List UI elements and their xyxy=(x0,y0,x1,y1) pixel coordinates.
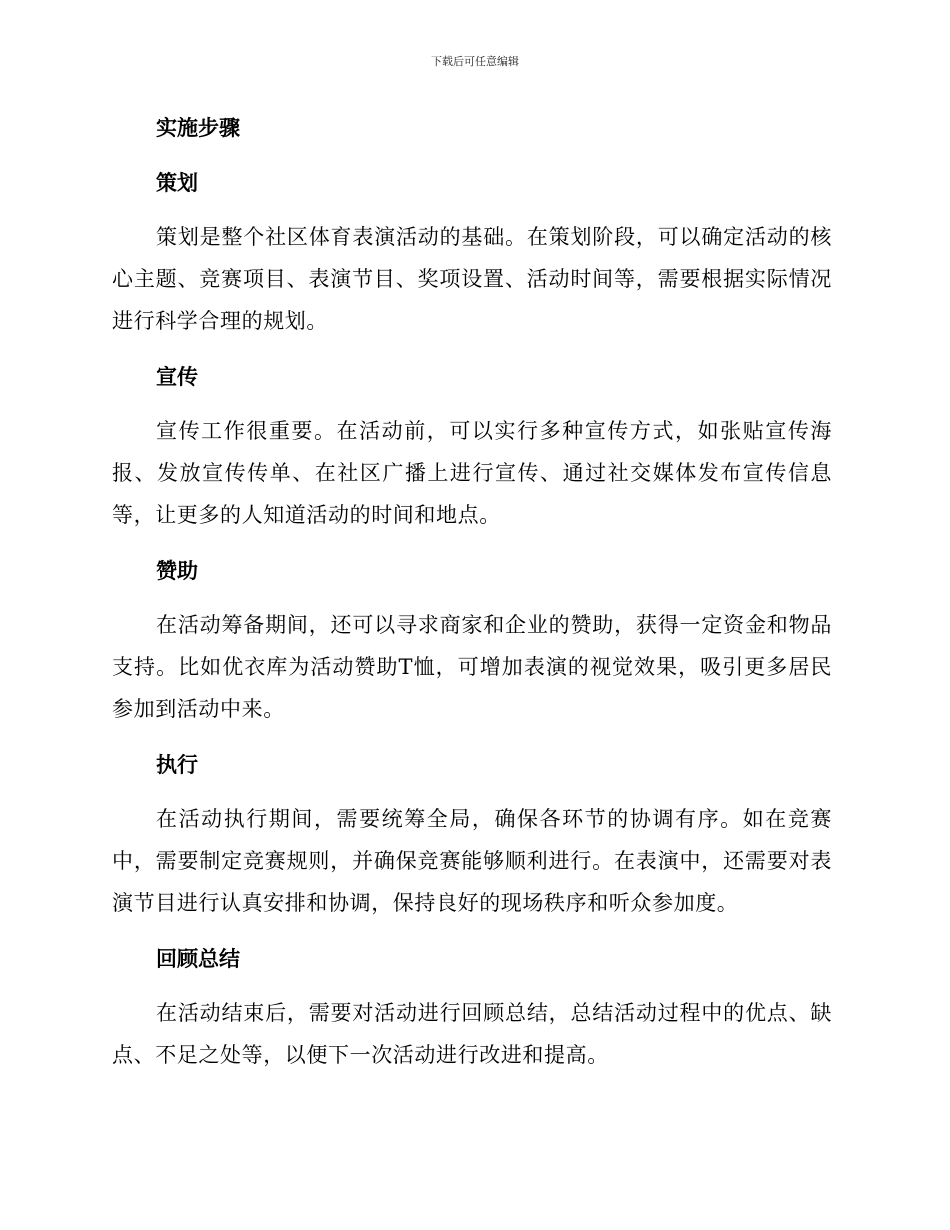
section-text-execution: 在活动执行期间，需要统筹全局，确保各环节的协调有序。如在竞赛中，需要制定竞赛规则，并确保竞赛能够顺利进行。在表演中，还需要对表演节目进行认真安排和协调，保持良好的现场秩序和听众参加度。 xyxy=(112,807,832,915)
section-title-execution: 执行 xyxy=(156,753,198,777)
section-text-promotion: 宣传工作很重要。在活动前，可以实行多种宣传方式，如张贴宣传海报、发放宣传传单、在社区广播上进行宣传、通过社交媒体发布宣传信息等，让更多的人知道活动的时间和地点。 xyxy=(112,419,832,527)
section-title-planning: 策划 xyxy=(156,171,198,195)
section-text-review: 在活动结束后，需要对活动进行回顾总结，总结活动过程中的优点、缺点、不足之处等，以便下一次活动进行改进和提高。 xyxy=(112,1001,832,1067)
page-header-note: 下载后可任意编辑 xyxy=(431,55,519,68)
section-text-sponsorship: 在活动筹备期间，还可以寻求商家和企业的赞助，获得一定资金和物品支持。比如优衣库为活动赞助T恤，可增加表演的视觉效果，吸引更多居民参加到活动中来。 xyxy=(112,613,832,721)
heading-implementation-steps: 实施步骤 xyxy=(156,116,240,140)
document-body xyxy=(112,108,832,1076)
section-title-promotion: 宣传 xyxy=(156,365,198,389)
section-title-review: 回顾总结 xyxy=(156,947,240,971)
section-text-planning: 策划是整个社区体育表演活动的基础。在策划阶段，可以确定活动的核心主题、竞赛项目、表演节目、奖项设置、活动时间等，需要根据实际情况进行科学合理的规划。 xyxy=(112,225,832,333)
section-title-sponsorship: 赞助 xyxy=(156,559,198,583)
